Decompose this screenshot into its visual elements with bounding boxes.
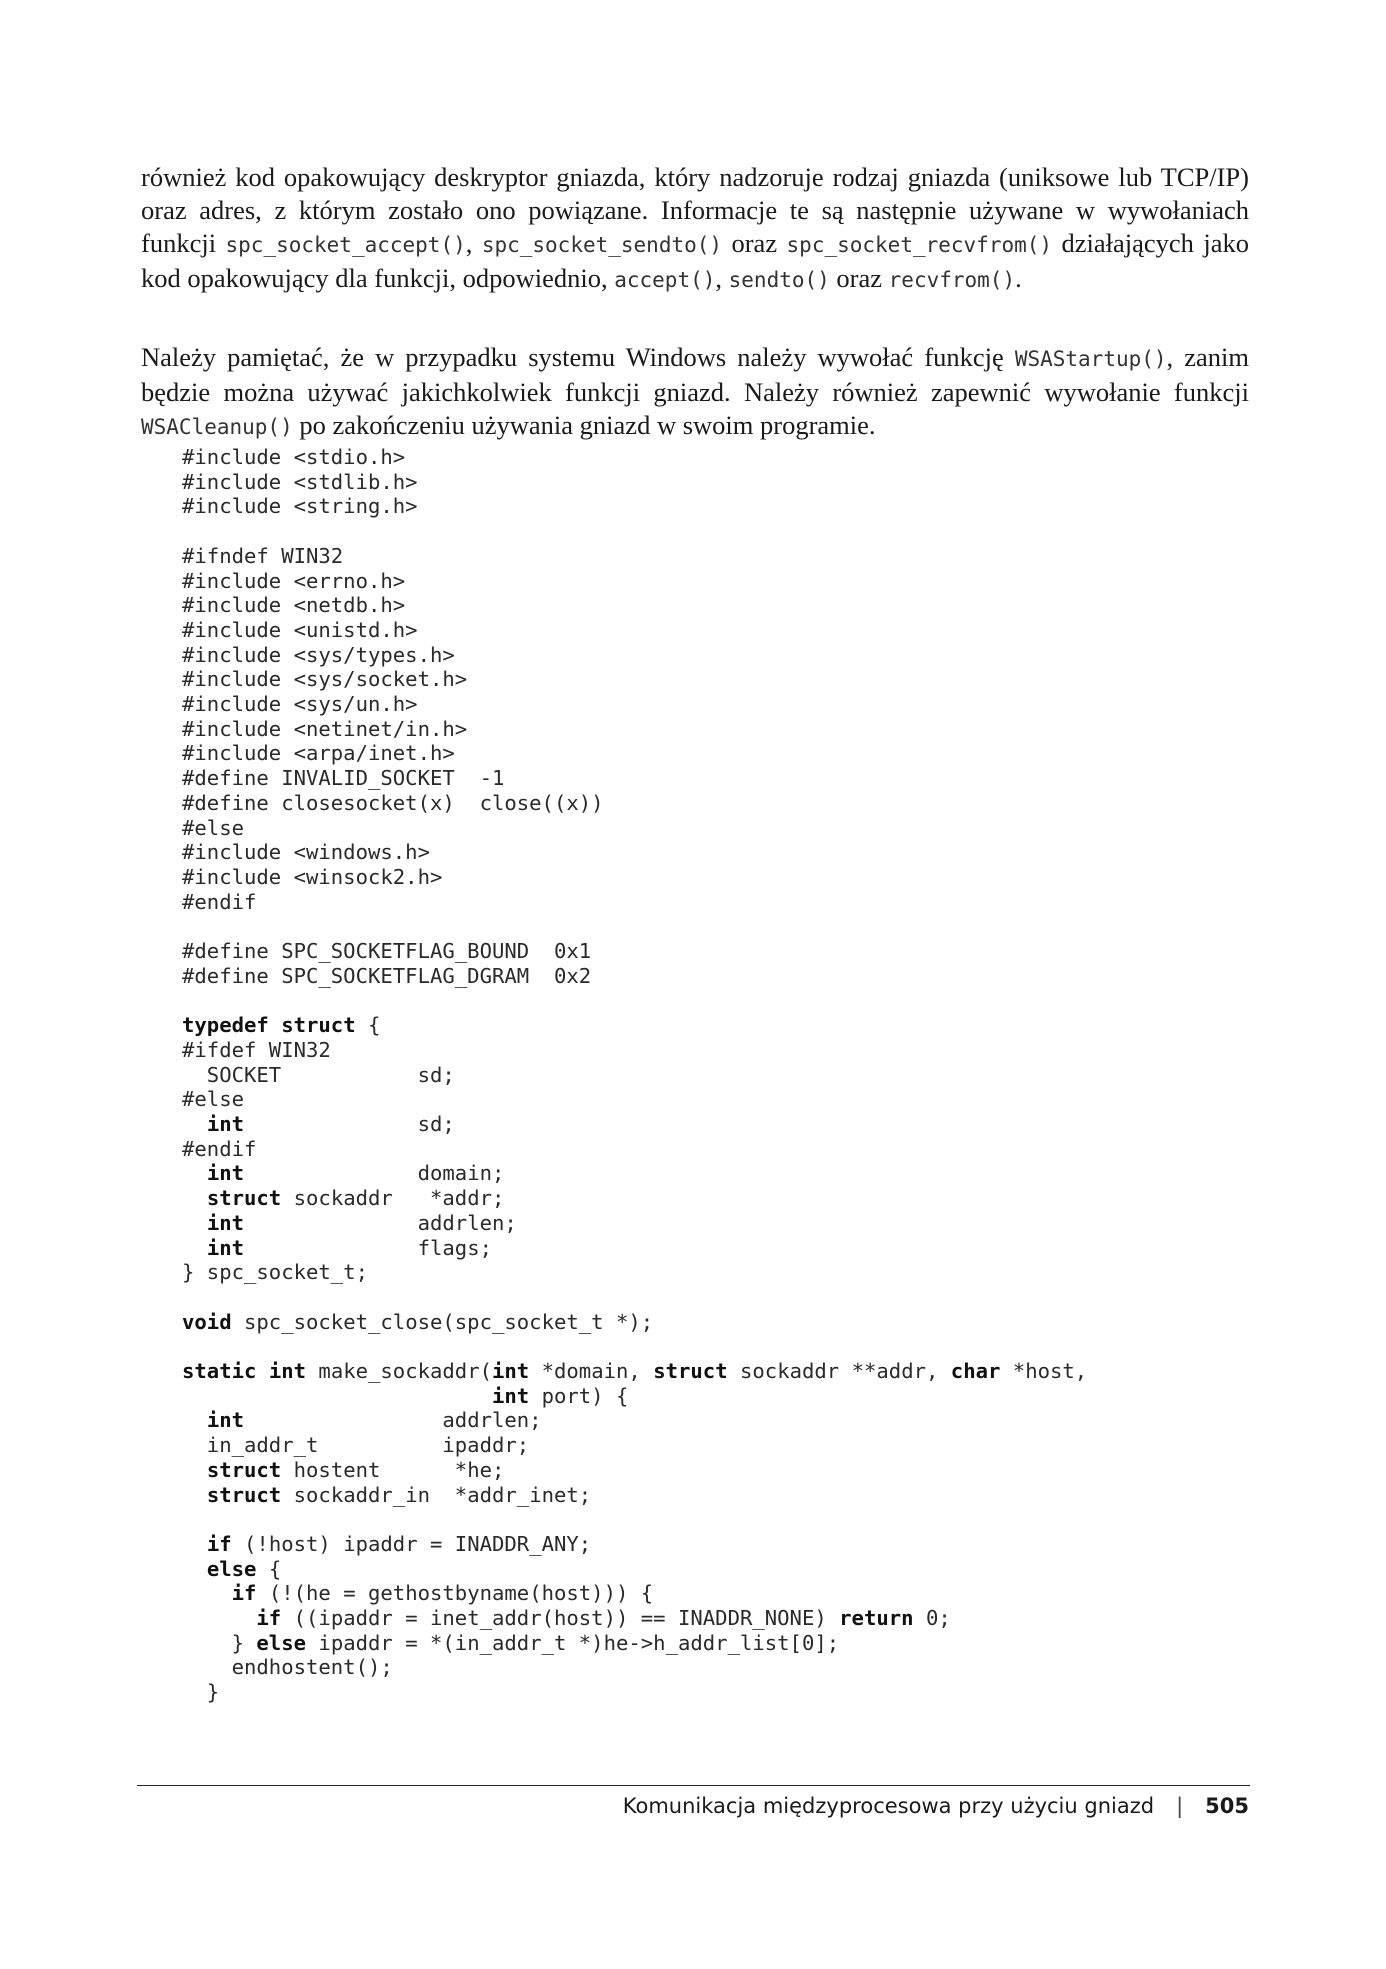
code-line [182, 1384, 628, 1408]
code-line [182, 1063, 455, 1087]
code-line [182, 1260, 368, 1284]
text-run: , zanim będzie można używać jakichkolwiek funkcji gniazd. Należy również zapewnić wywołanie funkcji [141, 342, 1250, 407]
code-recvfrom: recvfrom() [888, 268, 1016, 292]
code-text: sockaddr **addr, [727, 1359, 951, 1384]
code-keyword: int [491, 1383, 530, 1408]
code-line [182, 1581, 653, 1605]
code-line [182, 618, 418, 642]
code-text: ipaddr = *(in_addr_t *)he->h_addr_list[0]; [306, 1630, 840, 1655]
code-text: #include <sys/un.h> [182, 692, 418, 717]
code-line [182, 791, 604, 815]
code-text: #include <netinet/in.h> [182, 716, 468, 741]
code-line [182, 1408, 542, 1432]
code-keyword: int [268, 1359, 307, 1384]
code-text: domain; [244, 1161, 505, 1186]
code-text: sockaddr *addr; [281, 1186, 505, 1211]
code-text [182, 1236, 207, 1260]
code-sendto: sendto() [728, 268, 830, 292]
code-line [182, 1236, 492, 1260]
code-text: hostent *he; [281, 1457, 505, 1482]
code-keyword: int [206, 1161, 245, 1186]
section-title: Komunikacja międzyprocesowa przy użyciu gniazd [622, 1794, 1155, 1818]
code-text: addrlen; [244, 1210, 517, 1235]
code-keyword: int [206, 1111, 245, 1136]
code-line [182, 692, 418, 716]
code-text [182, 1211, 207, 1235]
code-text: #include <arpa/inet.h> [182, 741, 455, 766]
code-keyword: else [256, 1630, 307, 1655]
code-text: #include <errno.h> [182, 568, 406, 593]
code-text: *host, [1000, 1359, 1088, 1384]
paragraph-intro [141, 161, 1249, 297]
code-text: { [355, 1013, 381, 1038]
code-text: spc_socket_close(spc_socket_t *); [231, 1309, 654, 1334]
code-text: #ifdef WIN32 [182, 1037, 331, 1062]
text-run: , [465, 228, 482, 258]
code-text [182, 1161, 207, 1185]
code-line [182, 1161, 504, 1185]
code-line [182, 544, 343, 568]
code-text: #ifndef WIN32 [182, 543, 344, 568]
code-keyword: return [839, 1606, 914, 1631]
code-text [182, 1532, 207, 1556]
code-text: #include <sys/types.h> [182, 642, 455, 667]
code-line [182, 1483, 591, 1507]
code-keyword: if [231, 1581, 257, 1606]
footer-rule [137, 1785, 1250, 1786]
code-line [182, 1137, 256, 1161]
code-text: #include <string.h> [182, 494, 418, 519]
code-text [256, 1359, 268, 1383]
code-text: #define closesocket(x) close((x)) [182, 790, 604, 815]
code-text: #include <stdlib.h> [182, 469, 418, 494]
text-run: Należy pamiętać, że w przypadku systemu Windows należy wywołać funkcję [141, 342, 1015, 372]
code-keyword: void [182, 1309, 232, 1334]
code-line [182, 1186, 504, 1210]
page-footer [623, 1792, 1249, 1820]
code-keyword: if [206, 1531, 232, 1556]
code-line [182, 494, 418, 518]
code-text: #endif [182, 889, 257, 914]
code-text: #define INVALID_SOCKET -1 [182, 766, 505, 791]
code-keyword: struct [653, 1359, 728, 1384]
code-keyword: struct [206, 1186, 282, 1211]
code-text: #define SPC_SOCKETFLAG_BOUND 0x1 [182, 939, 592, 964]
code-wsastartup: WSAStartup() [1014, 347, 1167, 371]
code-keyword: else [206, 1556, 257, 1581]
code-spc-socket-sendto: spc_socket_sendto() [481, 233, 723, 257]
code-text: #include <winsock2.h> [182, 864, 443, 889]
code-text: sockaddr_in *addr_inet; [281, 1482, 592, 1507]
code-line [182, 1433, 529, 1457]
code-line [182, 741, 455, 765]
code-text: #define SPC_SOCKETFLAG_DGRAM 0x2 [182, 963, 592, 988]
code-text [182, 1581, 232, 1605]
code-accept: accept() [614, 268, 716, 292]
paragraph-windows-note [141, 341, 1249, 444]
code-text: port) { [529, 1383, 629, 1408]
code-text: #endif [182, 1136, 257, 1161]
code-text: flags; [244, 1235, 492, 1260]
code-spc-socket-accept: spc_socket_accept() [225, 233, 466, 257]
text-run: , [715, 263, 729, 293]
code-keyword: static [182, 1359, 257, 1384]
code-text [182, 1408, 207, 1432]
code-text [269, 1013, 281, 1037]
code-text: { [256, 1556, 282, 1581]
code-line [182, 569, 405, 593]
code-keyword: int [206, 1408, 245, 1433]
text-run: po zakończeniu używania gniazd w swoim programie. [292, 410, 876, 440]
code-line [182, 1211, 517, 1235]
code-text: #include <stdio.h> [182, 445, 406, 469]
code-text: in_addr_t ipaddr; [182, 1433, 530, 1458]
code-text: addrlen; [244, 1408, 542, 1433]
code-text: sd; [244, 1111, 455, 1136]
code-keyword: int [206, 1235, 245, 1260]
code-line [182, 593, 405, 617]
code-line [182, 1680, 219, 1704]
text-run: oraz [829, 263, 889, 293]
code-text: #include <unistd.h> [182, 617, 418, 642]
code-line [182, 1087, 244, 1111]
code-text: #include <windows.h> [182, 840, 430, 865]
code-line [182, 1557, 281, 1581]
code-text: #else [182, 815, 244, 840]
code-text [182, 1458, 207, 1482]
code-line [182, 865, 442, 889]
code-line [182, 1013, 380, 1037]
code-line [182, 470, 418, 494]
code-line [182, 1310, 653, 1334]
code-listing [182, 445, 1087, 1705]
code-line [182, 1112, 455, 1136]
code-text: make_sockaddr( [306, 1359, 492, 1384]
code-text: (!(he = gethostbyname(host))) { [256, 1581, 654, 1606]
code-text: (!host) ipaddr = INADDR_ANY; [231, 1531, 592, 1556]
code-text: #else [182, 1087, 244, 1112]
code-wsacleanup: WSACleanup() [141, 415, 293, 439]
code-line [182, 1655, 393, 1679]
code-text: *domain, [529, 1359, 654, 1384]
code-line [182, 766, 504, 790]
code-text: ((ipaddr = inet_addr(host)) == INADDR_NONE) [281, 1606, 840, 1631]
code-keyword: struct [281, 1013, 356, 1038]
code-keyword: int [492, 1359, 530, 1384]
code-line [182, 1606, 951, 1630]
code-keyword: struct [206, 1457, 282, 1482]
code-text: #include <sys/socket.h> [182, 667, 468, 692]
code-line [182, 816, 244, 840]
code-line [182, 840, 430, 864]
code-keyword: char [950, 1359, 1001, 1384]
code-keyword: struct [206, 1482, 282, 1507]
code-line [182, 964, 591, 988]
text-run: działających jako kod opakowujący dla funkcji, odpowiednio, [141, 228, 1249, 293]
code-line [182, 445, 405, 469]
text-run: oraz [722, 228, 787, 258]
code-line [182, 1532, 591, 1556]
code-line [182, 643, 455, 667]
code-text: 0; [913, 1606, 951, 1631]
code-text: } [182, 1680, 220, 1705]
code-line [182, 717, 467, 741]
code-text: SOCKET sd; [182, 1062, 455, 1087]
text-run: również kod opakowujący deskryptor gniazda, który nadzoruje rodzaj gniazda (uniksowe lub TCP/IP) oraz adres, z którym zostało ono powiązane. Informacje te są następnie używane w wywołaniach funkcji [141, 162, 1249, 258]
code-text: } spc_socket_t; [182, 1260, 368, 1285]
code-text [182, 1483, 207, 1507]
code-text: #include <netdb.h> [182, 593, 406, 618]
code-text [182, 1186, 207, 1210]
code-text: } [182, 1630, 257, 1655]
code-line [182, 890, 256, 914]
code-keyword: typedef [182, 1013, 269, 1038]
code-line [182, 1359, 1087, 1383]
code-line [182, 1631, 839, 1655]
code-line [182, 667, 467, 691]
code-spc-socket-recvfrom: spc_socket_recvfrom() [786, 233, 1053, 257]
code-line [182, 1458, 504, 1482]
code-keyword: int [206, 1210, 245, 1235]
code-text: endhostent(); [182, 1655, 393, 1680]
code-keyword: if [256, 1606, 282, 1631]
code-text [182, 1557, 207, 1581]
code-line [182, 939, 591, 963]
footer-separator: | [1176, 1794, 1184, 1818]
page-number: 505 [1205, 1794, 1249, 1818]
text-run: . [1015, 263, 1022, 293]
code-text [182, 1384, 492, 1408]
code-line [182, 1038, 331, 1062]
code-text [182, 1606, 256, 1630]
code-text [182, 1112, 207, 1136]
